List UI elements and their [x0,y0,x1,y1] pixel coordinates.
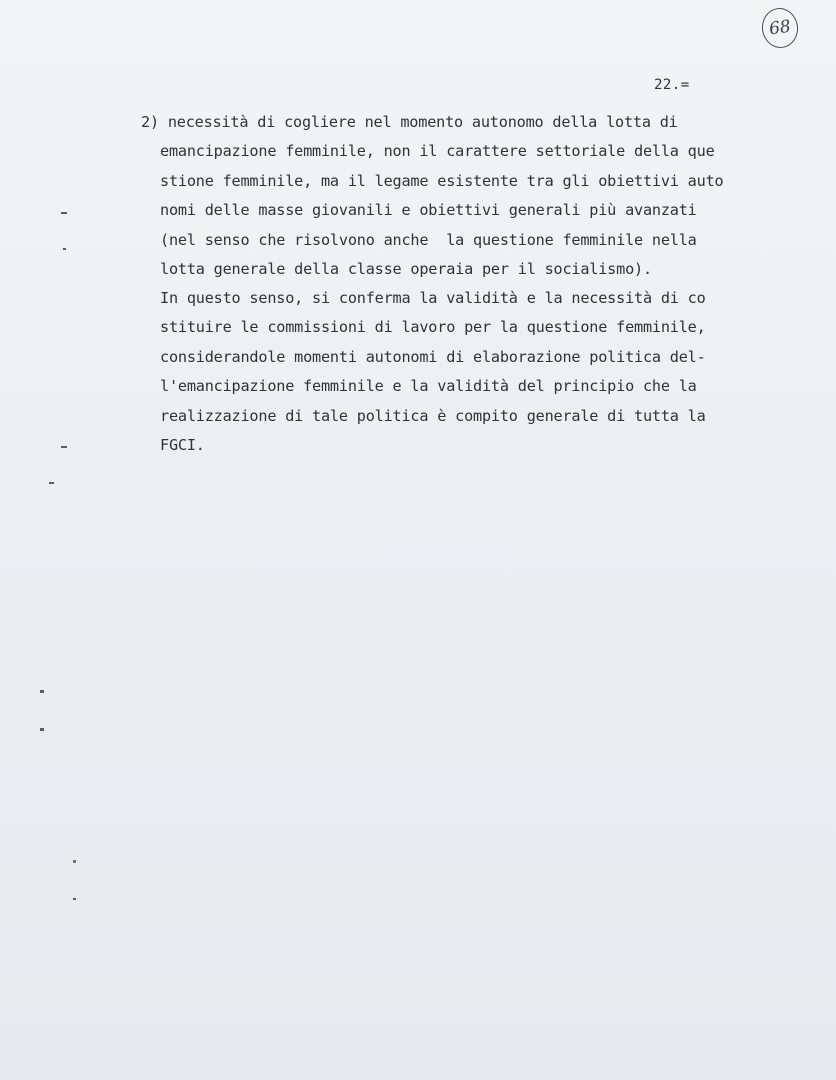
margin-mark [49,482,54,484]
margin-mark [61,212,67,214]
text-line: 2) necessità di cogliere nel momento autonomo della lotta di [141,113,678,131]
text-line: stituire le commissioni di lavoro per la questione femminile, [160,318,706,336]
margin-mark [63,248,66,250]
text-line: realizzazione di tale politica è compito generale di tutta la [160,407,706,425]
text-line: considerandole momenti autonomi di elaborazione politica del- [160,348,706,366]
stamp-number: 68 [767,16,793,40]
margin-mark [73,860,76,863]
margin-mark [40,690,44,693]
margin-mark [61,446,67,448]
text-line: In questo senso, si conferma la validità e la necessità di co [160,289,706,307]
page-number: 22.= [654,77,690,93]
text-line: l'emancipazione femminile e la validità del principio che la [160,377,697,395]
text-line: nomi delle masse giovanili e obiettivi generali più avanzati [160,201,697,219]
archive-stamp [759,6,800,51]
margin-mark [73,898,76,900]
text-line: FGCI. [160,436,205,454]
margin-mark [40,728,44,731]
text-line: emancipazione femminile, non il carattere settoriale della que [160,142,715,160]
text-line: lotta generale della classe operaia per il socialismo). [160,260,652,278]
text-line: stione femminile, ma il legame esistente tra gli obiettivi auto [160,172,724,190]
text-line: (nel senso che risolvono anche la questione femminile nella [160,231,697,249]
